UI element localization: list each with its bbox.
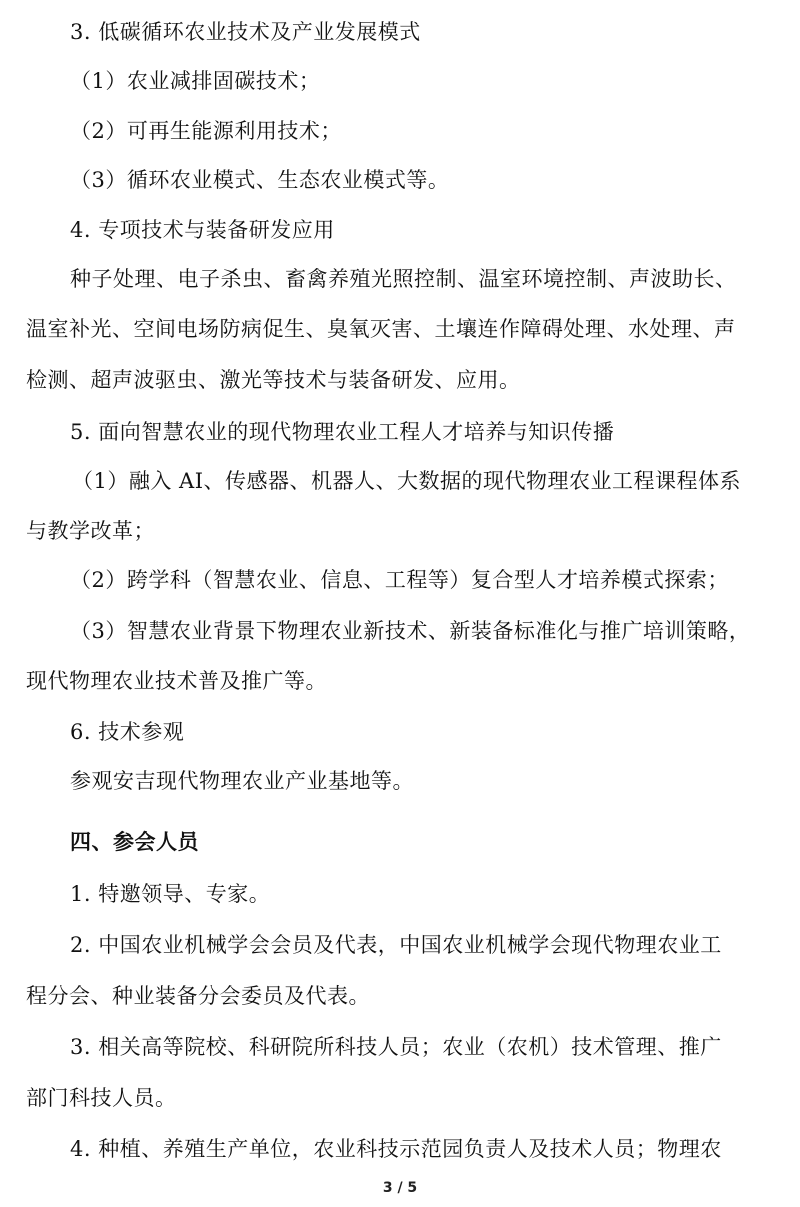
text-line-attendee-1: 1. 特邀领导、专家。 bbox=[70, 882, 271, 906]
text-line-item-3-3: （3）循环农业模式、生态农业模式等。 bbox=[70, 168, 450, 192]
text-line-item-6-heading: 6. 技术参观 bbox=[70, 720, 185, 744]
text-line-item-4-body-1: 种子处理、电子杀虫、畜禽养殖光照控制、温室环境控制、声波助长、 bbox=[70, 267, 737, 291]
text-line-item-4-body-2: 温室补光、空间电场防病促生、臭氧灭害、土壤连作障碍处理、水处理、声 bbox=[26, 317, 736, 341]
text-line-item-5-1b: 与教学改革； bbox=[26, 519, 155, 543]
text-line-attendee-3a: 3. 相关高等院校、科研院所科技人员；农业（农机）技术管理、推广 bbox=[70, 1035, 722, 1059]
text-line-item-5-heading: 5. 面向智慧农业的现代物理农业工程人才培养与知识传播 bbox=[70, 420, 615, 444]
text-line-item-5-3b: 现代物理农业技术普及推广等。 bbox=[26, 669, 327, 693]
text-line-item-3-heading: 3. 低碳循环农业技术及产业发展模式 bbox=[70, 20, 421, 44]
text-line-item-5-3a: （3）智慧农业背景下物理农业新技术、新装备标准化与推广培训策略， bbox=[70, 619, 751, 643]
text-line-attendee-4a: 4. 种植、养殖生产单位，农业科技示范园负责人及技术人员；物理农 bbox=[70, 1137, 722, 1161]
section-heading-attendees: 四、参会人员 bbox=[70, 829, 199, 854]
text-line-item-3-2: （2）可再生能源利用技术； bbox=[70, 119, 342, 143]
text-line-item-3-1: （1）农业减排固碳技术； bbox=[70, 69, 321, 93]
page-number: 3 / 5 bbox=[382, 1180, 418, 1196]
text-line-attendee-2a: 2. 中国农业机械学会会员及代表，中国农业机械学会现代物理农业工 bbox=[70, 933, 722, 957]
text-line-attendee-3b: 部门科技人员。 bbox=[26, 1086, 177, 1110]
text-line-item-6-body: 参观安吉现代物理农业产业基地等。 bbox=[70, 769, 414, 793]
text-line-item-4-heading: 4. 专项技术与装备研发应用 bbox=[70, 218, 335, 242]
text-line-item-5-2: （2）跨学科（智慧农业、信息、工程等）复合型人才培养模式探索； bbox=[70, 568, 729, 592]
text-line-attendee-2b: 程分会、种业装备分会委员及代表。 bbox=[26, 984, 370, 1008]
text-line-item-4-body-3: 检测、超声波驱虫、激光等技术与装备研发、应用。 bbox=[26, 368, 521, 392]
text-line-item-5-1a: （1）融入 AI、传感器、机器人、大数据的现代物理农业工程课程体系 bbox=[72, 469, 741, 493]
